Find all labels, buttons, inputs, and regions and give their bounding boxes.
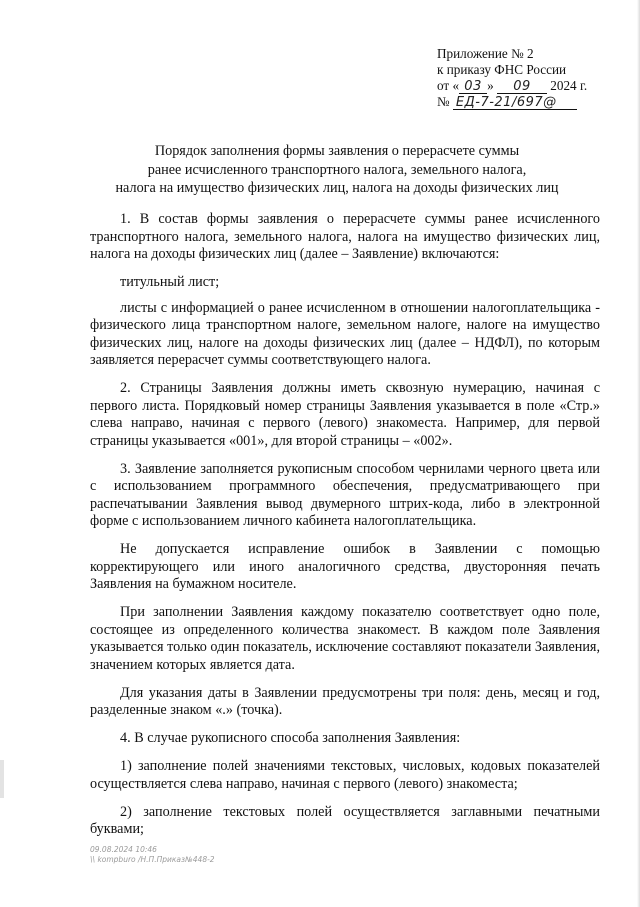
paragraph-10: 1) заполнение полей значениями текстовых, числовых, кодовых показателей осуществляется слева направо, начиная с первого (левого) знакоместа; [90, 758, 600, 792]
date-day: 03 [459, 80, 487, 94]
appendix-block [437, 46, 627, 110]
order-number: ЕД-7-21/697@ [453, 96, 577, 110]
paragraph-9: 4. В случае рукописного способа заполнения Заявления: [120, 730, 461, 746]
paragraph-11: 2) заполнение текстовых полей осуществляется заглавными печатными буквами; [90, 803, 600, 837]
title-line-1: Порядок заполнения формы заявления о перерасчете суммы [154, 143, 520, 159]
footer-file-path: \\ kompburo /Н.П.Приказ№448-2 [90, 855, 215, 864]
number-prefix: № [437, 94, 450, 109]
paragraph-6: Не допускается исправление ошибок в Заявлении с помощью корректирующего или иного аналогичного средства, двусторонняя печать Заявления на бумажном носителе. [90, 541, 600, 592]
paragraph-5: 3. Заявление заполняется рукописным способом чернилами черного цвета или с использованием программного обеспечения, предусматривающего при распечатывании Заявления вывод двумерного штрих-кода, либо в электронной форме с использованием личного кабинета налогоплательщика. [90, 460, 600, 529]
paragraph-1: 1. В состав формы заявления о перерасчете суммы ранее исчисленного транспортного налога, земельного налога, налога на имущество физических лиц, налога на доходы физических лиц (далее – Заявление) включаются: [90, 211, 600, 262]
paragraph-2: титульный лист; [120, 274, 220, 290]
appendix-title: Приложение № 2 [437, 46, 534, 61]
title-line-3: налога на имущество физических лиц, налога на доходы физических лиц [115, 180, 559, 196]
print-stamp-footer [90, 845, 215, 865]
date-year: 2024 г. [550, 78, 588, 93]
footer-timestamp: 09.08.2024 10:46 [90, 845, 157, 854]
paragraph-3: листы с информацией о ранее исчисленном в отношении налогоплательщика - физического лица транспортном налоге, земельном налоге, налоге на имущество физических лиц, налоге на доходы физических лиц (далее – НДФЛ), по которым заявляется перерасчет суммы соответствующего налога. [90, 299, 600, 368]
date-prefix: от « [437, 78, 460, 93]
paragraph-4: 2. Страницы Заявления должны иметь сквозную нумерацию, начиная с первого листа. Порядковый номер страницы Заявления указывается в поле «Стр.» слева направо, начиная с первого (левого) знакоместа. Например, для первой страницы указывается «001», для второй страницы – «002». [90, 380, 600, 449]
scan-margin-mark [0, 760, 4, 798]
appendix-number-line [437, 94, 627, 110]
paragraph-7: При заполнении Заявления каждому показателю соответствует одно поле, состоящее из определенного количества знакомест. В каждом поле Заявления указывается только один показатель, исключение составляют показатели Заявления, значением которых является дата. [90, 604, 600, 673]
appendix-date-line [437, 78, 627, 94]
document-title [92, 142, 582, 198]
date-month: 09 [497, 80, 547, 94]
appendix-order-ref: к приказу ФНС России [437, 62, 567, 77]
paragraph-8: Для указания даты в Заявлении предусмотрены три поля: день, месяц и год, разделенные знаком «.» (точка). [90, 684, 600, 718]
document-body [90, 211, 600, 849]
date-quote-close: » [487, 78, 494, 93]
title-line-2: ранее исчисленного транспортного налога, земельного налога, [147, 161, 527, 178]
